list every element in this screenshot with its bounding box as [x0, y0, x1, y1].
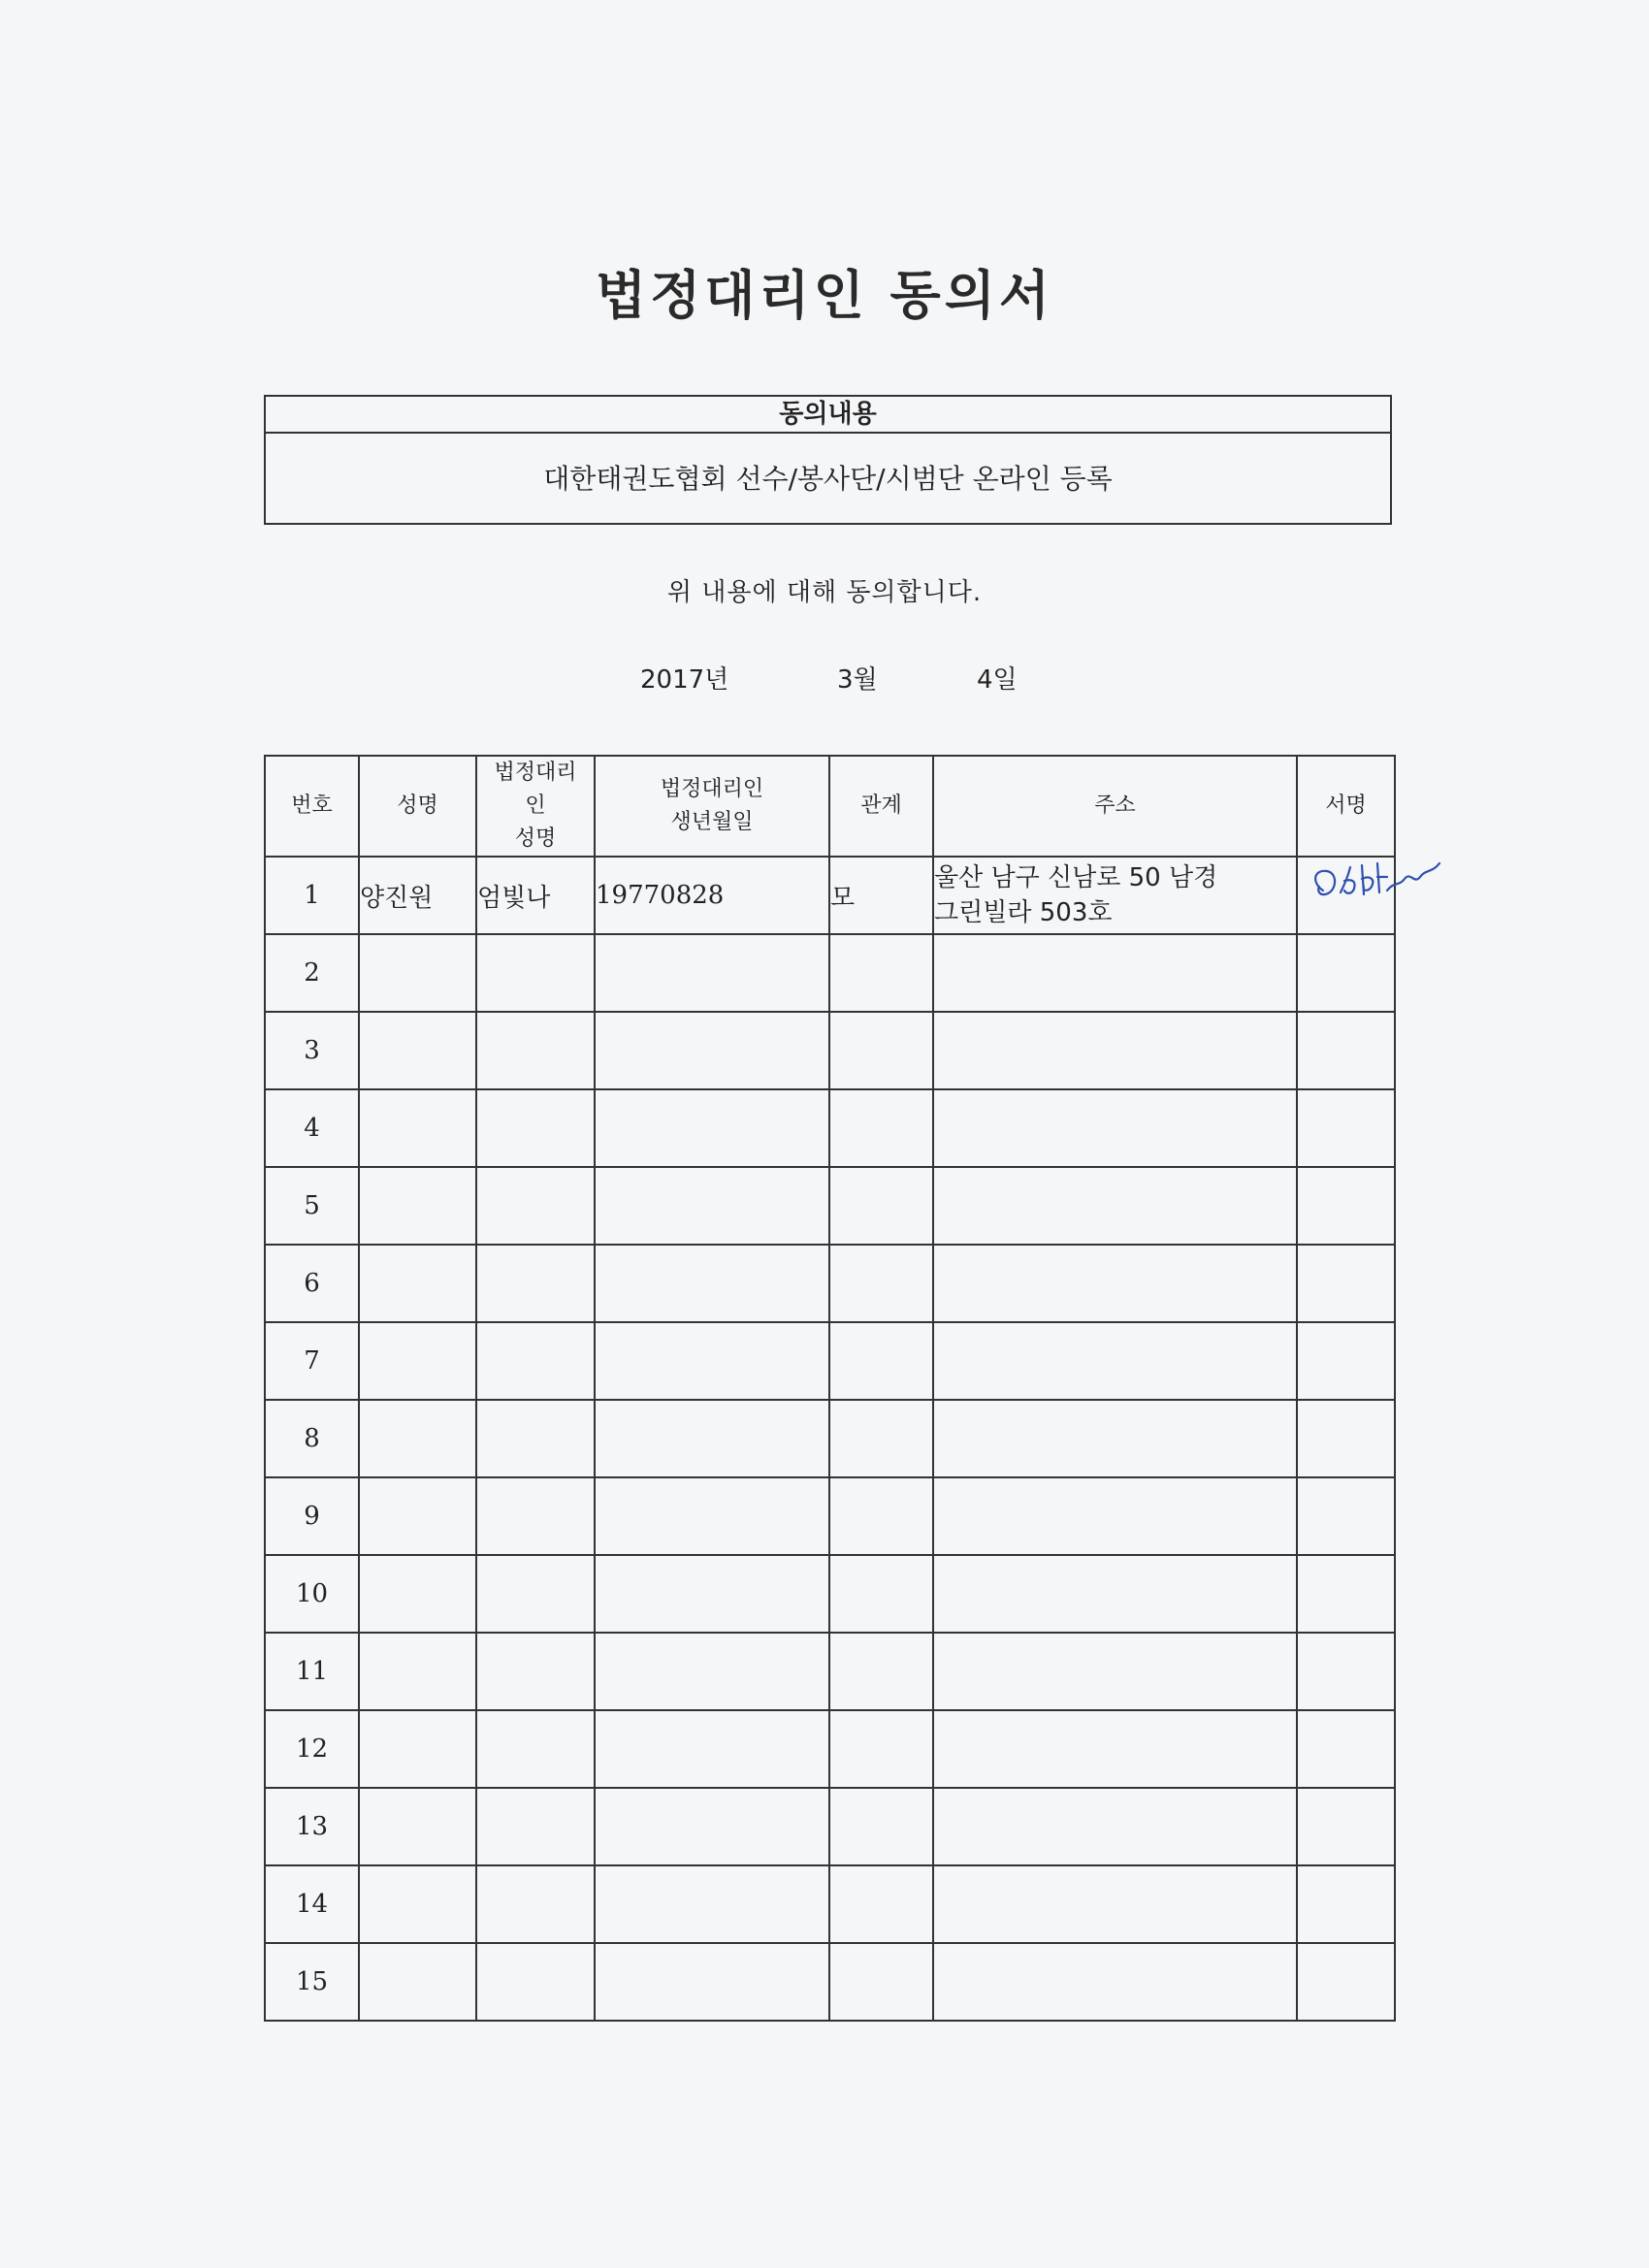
row-guardian-name [476, 1400, 595, 1477]
row-address [933, 1167, 1297, 1245]
row-guardian-birth: 19770828 [595, 857, 829, 934]
row-relation [829, 1555, 933, 1633]
consent-header: 동의내용 [266, 397, 1390, 434]
header-guardian-name-line1: 법정대리 [494, 761, 577, 785]
row-number: 7 [265, 1322, 359, 1400]
row-signature [1297, 1788, 1395, 1865]
row-number: 10 [265, 1555, 359, 1633]
row-guardian-name [476, 1710, 595, 1788]
row-relation [829, 1788, 933, 1865]
row-address-line1: 울산 남구 신남로 50 남경 [934, 863, 1218, 892]
row-guardian-birth [595, 1710, 829, 1788]
row-guardian-name [476, 1322, 595, 1400]
header-guardian-birth [595, 756, 829, 857]
row-number: 9 [265, 1477, 359, 1555]
row-guardian-birth [595, 1400, 829, 1477]
row-signature [1297, 1710, 1395, 1788]
header-guardian-birth-line1: 법정대리인 [660, 777, 764, 801]
row-guardian-name [476, 934, 595, 1012]
row-guardian-birth [595, 1555, 829, 1633]
row-guardian-name [476, 1012, 595, 1089]
row-address [933, 1322, 1297, 1400]
header-guardian-name [476, 756, 595, 857]
row-guardian-birth [595, 1788, 829, 1865]
header-name: 성명 [359, 756, 476, 857]
row-relation [829, 1477, 933, 1555]
row-number: 6 [265, 1245, 359, 1322]
row-number: 11 [265, 1633, 359, 1710]
row-name [359, 1089, 476, 1167]
row-address [933, 1477, 1297, 1555]
table-row [265, 1167, 1395, 1245]
table-row [265, 1710, 1395, 1788]
row-guardian-birth [595, 1089, 829, 1167]
table-row [265, 1865, 1395, 1943]
row-address [933, 1865, 1297, 1943]
row-number: 15 [265, 1943, 359, 2021]
row-guardian-birth [595, 1943, 829, 2021]
table-row [265, 1633, 1395, 1710]
row-guardian-birth [595, 1477, 829, 1555]
agreement-statement: 위 내용에 대해 동의합니다. [666, 578, 983, 607]
row-name: 양진원 [359, 857, 476, 934]
header-no: 번호 [265, 756, 359, 857]
row-relation [829, 934, 933, 1012]
registration-table [264, 755, 1396, 2022]
row-signature [1297, 1477, 1395, 1555]
row-signature [1297, 1012, 1395, 1089]
row-name [359, 934, 476, 1012]
row-signature [1297, 1089, 1395, 1167]
row-relation [829, 1943, 933, 2021]
row-name [359, 1167, 476, 1245]
row-signature [1297, 934, 1395, 1012]
row-guardian-birth [595, 1633, 829, 1710]
row-name [359, 1477, 476, 1555]
table-row [265, 1788, 1395, 1865]
row-signature [1297, 1322, 1395, 1400]
row-guardian-name: 엄빛나 [476, 857, 595, 934]
row-name [359, 1865, 476, 1943]
row-signature [1297, 1167, 1395, 1245]
header-guardian-name-line3: 성명 [514, 826, 557, 851]
date-year: 2017년 [640, 665, 729, 695]
row-guardian-name [476, 1943, 595, 2021]
row-signature [1297, 1865, 1395, 1943]
row-relation [829, 1400, 933, 1477]
row-signature [1297, 1943, 1395, 2021]
handwritten-signature [1306, 852, 1451, 929]
row-guardian-birth [595, 1245, 829, 1322]
row-signature [1297, 1633, 1395, 1710]
row-guardian-name [476, 1089, 595, 1167]
row-guardian-name [476, 1167, 595, 1245]
consent-content: 대한태권도협회 선수/봉사단/시범단 온라인 등록 [543, 463, 1113, 495]
row-address [933, 1633, 1297, 1710]
row-address [933, 1012, 1297, 1089]
row-number: 14 [265, 1865, 359, 1943]
row-address [933, 857, 1297, 934]
table-row [265, 1943, 1395, 2021]
row-signature [1297, 857, 1395, 934]
table-row [265, 1400, 1395, 1477]
row-relation [829, 1089, 933, 1167]
row-address [933, 1245, 1297, 1322]
row-number: 13 [265, 1788, 359, 1865]
row-signature [1297, 1400, 1395, 1477]
table-row [265, 1555, 1395, 1633]
row-guardian-birth [595, 934, 829, 1012]
row-address-line2: 그린빌라 503호 [934, 898, 1113, 927]
row-signature [1297, 1245, 1395, 1322]
row-name [359, 1400, 476, 1477]
table-row [265, 857, 1395, 934]
row-signature [1297, 1555, 1395, 1633]
row-guardian-name [476, 1555, 595, 1633]
row-address [933, 1400, 1297, 1477]
row-address [933, 1710, 1297, 1788]
header-guardian-birth-line2: 생년월일 [670, 810, 754, 834]
date-month: 3월 [837, 665, 878, 695]
row-address [933, 1089, 1297, 1167]
row-guardian-name [476, 1633, 595, 1710]
header-signature: 서명 [1297, 756, 1395, 857]
page-title: 법정대리인 동의서 [595, 265, 1054, 326]
row-relation [829, 1245, 933, 1322]
row-guardian-name [476, 1865, 595, 1943]
row-address [933, 1788, 1297, 1865]
row-relation [829, 1322, 933, 1400]
row-relation [829, 1167, 933, 1245]
row-name [359, 1710, 476, 1788]
table-row [265, 934, 1395, 1012]
table-row [265, 1245, 1395, 1322]
row-guardian-birth [595, 1322, 829, 1400]
row-name [359, 1943, 476, 2021]
row-relation: 모 [829, 857, 933, 934]
row-name [359, 1633, 476, 1710]
row-guardian-name [476, 1788, 595, 1865]
row-relation [829, 1865, 933, 1943]
row-address [933, 1943, 1297, 2021]
consent-box [264, 395, 1392, 525]
row-number: 4 [265, 1089, 359, 1167]
table-row [265, 1089, 1395, 1167]
row-guardian-name [476, 1477, 595, 1555]
row-guardian-birth [595, 1865, 829, 1943]
row-name [359, 1245, 476, 1322]
row-guardian-name [476, 1245, 595, 1322]
table-body [265, 857, 1395, 2021]
header-relation: 관계 [829, 756, 933, 857]
row-name [359, 1012, 476, 1089]
row-address [933, 1555, 1297, 1633]
row-number: 2 [265, 934, 359, 1012]
row-address [933, 934, 1297, 1012]
row-name [359, 1788, 476, 1865]
row-relation [829, 1012, 933, 1089]
table-header-row [265, 756, 1395, 857]
header-address: 주소 [933, 756, 1297, 857]
row-name [359, 1555, 476, 1633]
table-row [265, 1477, 1395, 1555]
table-row [265, 1322, 1395, 1400]
row-guardian-birth [595, 1167, 829, 1245]
table-row [265, 1012, 1395, 1089]
header-guardian-name-line2: 인 [525, 794, 546, 818]
row-relation [829, 1633, 933, 1710]
row-number: 8 [265, 1400, 359, 1477]
row-number: 1 [265, 857, 359, 934]
row-guardian-birth [595, 1012, 829, 1089]
row-number: 3 [265, 1012, 359, 1089]
row-name [359, 1322, 476, 1400]
row-number: 12 [265, 1710, 359, 1788]
row-relation [829, 1710, 933, 1788]
row-number: 5 [265, 1167, 359, 1245]
date-day: 4일 [977, 665, 1018, 695]
